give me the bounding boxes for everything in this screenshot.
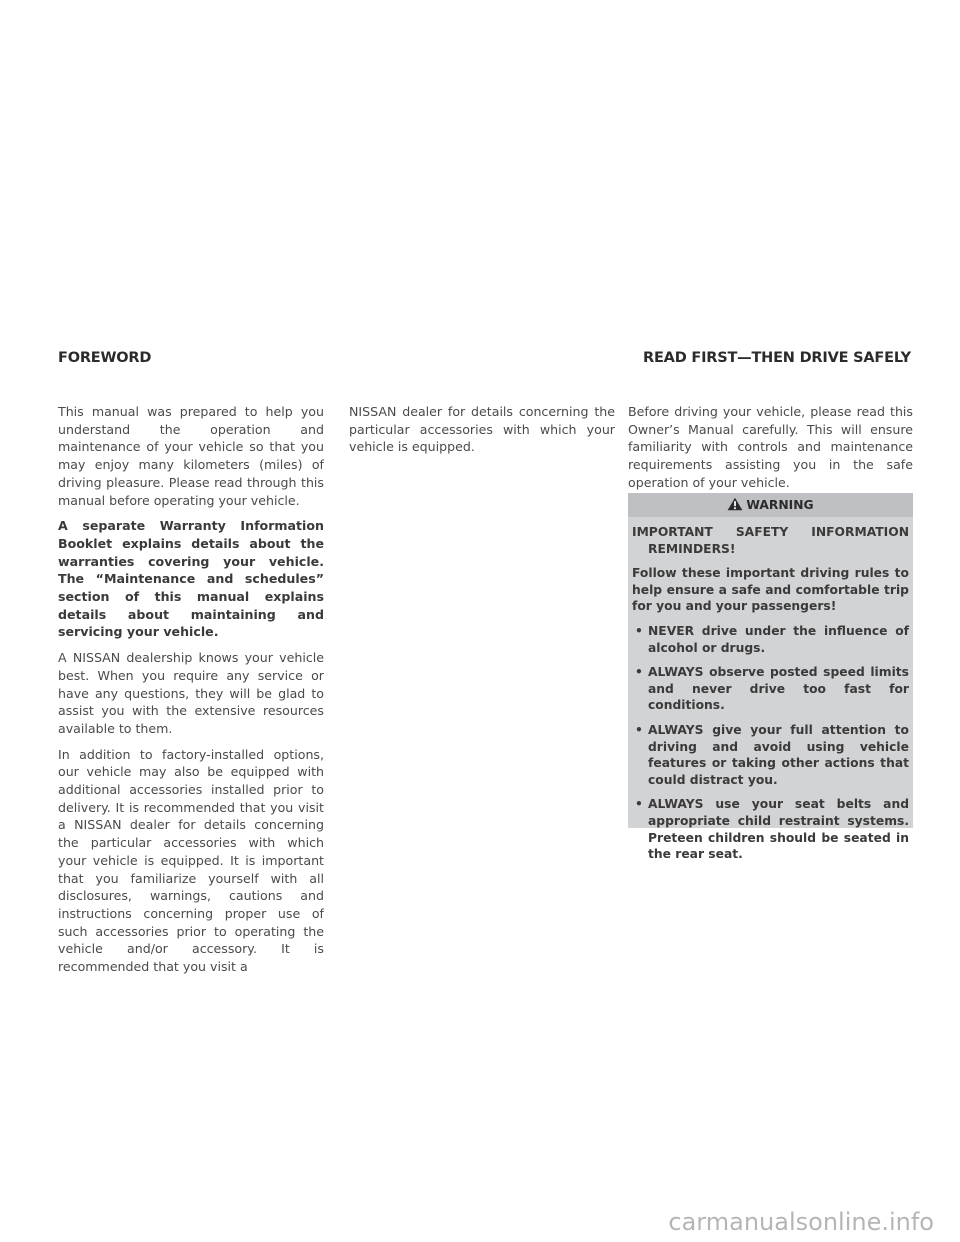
- foreword-paragraph: A NISSAN dealership knows your vehicle best. When you require any service or have any questions, they will be glad to assist you with the extensive resources available to them.: [58, 650, 324, 736]
- bullet-icon: •: [635, 797, 643, 812]
- warning-box: [628, 493, 913, 862]
- warning-list-item: [632, 722, 909, 788]
- watermark: carmanualsonline.info: [668, 1208, 934, 1236]
- warning-triangle-icon: [727, 495, 743, 509]
- foreword-paragraph: This manual was prepared to help you understand the operation and maintenance of your vehicle so that you may enjoy many kilometers (miles) of driving pleasure. Please read through this manual before operating your vehicle.: [58, 404, 324, 508]
- bullet-icon: •: [635, 623, 643, 638]
- warning-header: [628, 493, 913, 517]
- warning-list-item: [632, 623, 909, 656]
- foreword-paragraph: In addition to factory-installed options, our vehicle may also be equipped with additional accessories installed prior to delivery. It is recommended that you visit a NISSAN dealer for details concerning the particular accessories with which your vehicle is equipped. It is important that you familiarize yourself with all disclosures, warnings, cautions and instructions concerning proper use of such accessories prior to operating the vehicle and/or accessory. It is recommended that you visit a: [58, 746, 324, 975]
- read-first-column: [628, 403, 913, 500]
- warning-list-item: [632, 796, 909, 862]
- bullet-icon: •: [635, 722, 643, 737]
- warning-list-item-text: ALWAYS give your full attention to driving and avoid using vehicle features or taking other actions that could distract you.: [648, 722, 909, 787]
- warning-list: [632, 623, 909, 863]
- section-heading-read-first: READ FIRST—THEN DRIVE SAFELY: [643, 350, 911, 366]
- foreword-column-1: [58, 403, 324, 984]
- read-first-intro: Before driving your vehicle, please read this Owner’s Manual carefully. This will ensure familiarity with controls and maintenance requirements assisting you in the safe operation of your vehicle.: [628, 404, 913, 490]
- bullet-icon: •: [635, 665, 643, 680]
- warning-list-item-text: ALWAYS observe posted speed limits and never drive too fast for conditions.: [648, 665, 909, 713]
- warning-list-item-text: NEVER drive under the influence of alcohol or drugs.: [648, 623, 909, 655]
- warning-lead: Follow these important driving rules to help ensure a safe and comfortable trip for you and your passengers!: [632, 566, 909, 614]
- foreword-column-2: [349, 403, 615, 464]
- warning-list-item: [632, 664, 909, 714]
- section-heading-foreword: FOREWORD: [58, 350, 152, 366]
- foreword-continuation: NISSAN dealer for details concerning the particular accessories with which your vehicle is equipped.: [349, 404, 615, 455]
- warning-header-line: IMPORTANT SAFETY INFORMATION REMINDERS!: [632, 525, 909, 556]
- warning-list-item-text: ALWAYS use your seat belts and appropriate child restraint systems. Preteen children should be seated in the rear seat.: [648, 797, 909, 862]
- warranty-note: A separate Warranty Information Booklet explains details about the warranties covering your vehicle. The “Maintenance and schedules” section of this manual explains details about maintaining and servicing your vehicle.: [58, 518, 324, 640]
- warning-body: [628, 517, 913, 863]
- warning-title: WARNING: [746, 498, 814, 512]
